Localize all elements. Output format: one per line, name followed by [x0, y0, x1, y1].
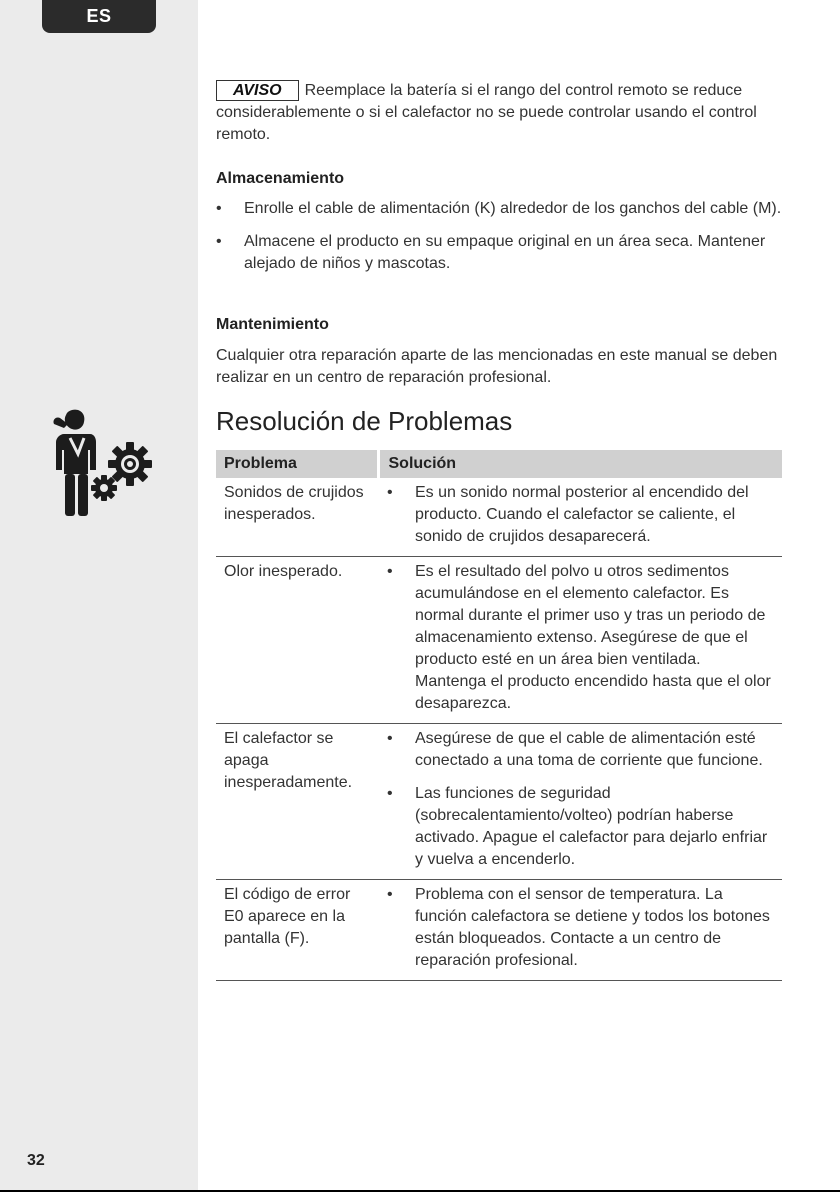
notice-text: Reemplace la batería si el rango del control remoto se reduce considerablemente o si el calefactor no se puede controlar usando el control remoto. [216, 82, 757, 143]
solution-cell [378, 724, 782, 880]
solution-cell [378, 478, 782, 557]
solution-item: • Es un sonido normal posterior al encendido del producto. Cuando el calefactor se caliente, el sonido de crujidos desaparecerá. [387, 484, 749, 545]
solution-cell [378, 880, 782, 981]
main-content [216, 80, 782, 969]
solution-cell [378, 557, 782, 724]
solution-item: • Las funciones de seguridad (sobrecalentamiento/volteo) podrían haberse activado. Apague el calefactor para dejarlo enfriar y vuelva a encenderlo. [387, 785, 768, 868]
notice-paragraph [216, 80, 782, 146]
troubleshooting-title: Resolución de Problemas [216, 406, 513, 436]
storage-item: • Almacene el producto en su empaque original en un área seca. Mantener alejado de niños y mascotas. [216, 233, 766, 272]
solution-text: Las funciones de seguridad (sobrecalentamiento/volteo) podrían haberse activado. Apague el calefactor para dejarlo enfriar y vuelva a encenderlo. [415, 785, 768, 868]
storage-item: • Enrolle el cable de alimentación (K) alrededor de los ganchos del cable (M). [216, 200, 782, 217]
storage-item-text: Enrolle el cable de alimentación (K) alrededor de los ganchos del cable (M). [244, 200, 782, 217]
storage-list [216, 198, 782, 275]
solution-text: Es el resultado del polvo u otros sedimentos acumulándose en el elemento calefactor. Es normal durante el primer uso y tras un periodo de almacenamiento extenso. Asegúrese de que el producto esté en un área bien ventilada. Mantenga el producto encendido hasta que el olor desaparezca. [415, 563, 771, 712]
solution-item: • Asegúrese de que el cable de alimentación esté conectado a una toma de corriente que funcione. [387, 730, 763, 769]
troubleshooting-table [216, 450, 782, 981]
storage-heading: Almacenamiento [216, 170, 345, 187]
column-header-problem: Problema [216, 450, 378, 478]
problem-cell: El código de error E0 aparece en la pantalla (F). [216, 880, 378, 981]
table-row [216, 724, 782, 880]
maintenance-heading: Mantenimiento [216, 316, 329, 333]
table-row [216, 880, 782, 981]
solution-item: • Es el resultado del polvo u otros sedimentos acumulándose en el elemento calefactor. Es normal durante el primer uso y tras un periodo de almacenamiento extenso. Asegúrese de que el producto esté en un área bien ventilada. Mantenga el producto encendido hasta que el olor desaparezca. [387, 563, 771, 712]
table-row [216, 557, 782, 724]
maintenance-section [216, 314, 782, 389]
table-header-row [216, 450, 782, 478]
storage-item-text: Almacene el producto en su empaque original en un área seca. Mantener alejado de niños y mascotas. [244, 233, 766, 272]
page-number: 32 [27, 1152, 45, 1169]
sidebar [0, 0, 198, 1192]
column-header-solution: Solución [378, 450, 782, 478]
solution-text: Asegúrese de que el cable de alimentación esté conectado a una toma de corriente que funcione. [415, 730, 763, 769]
language-tab: ES [42, 0, 156, 33]
table-row [216, 478, 782, 557]
notice-badge: AVISO [216, 80, 299, 101]
problem-cell: El calefactor se apaga inesperadamente. [216, 724, 378, 880]
solution-item: • Problema con el sensor de temperatura. La función calefactora se detiene y todos los botones están bloqueados. Contacte a un centro de reparación profesional. [387, 886, 770, 969]
storage-section [216, 168, 782, 275]
maintenance-text: Cualquier otra reparación aparte de las mencionadas en este manual se deben realizar en un centro de reparación profesional. [216, 347, 778, 386]
technician-gears-icon [50, 408, 154, 516]
problem-cell: Olor inesperado. [216, 557, 378, 724]
solution-text: Es un sonido normal posterior al encendido del producto. Cuando el calefactor se caliente, el sonido de crujidos desaparecerá. [415, 484, 749, 545]
problem-cell: Sonidos de crujidos inesperados. [216, 478, 378, 557]
solution-text: Problema con el sensor de temperatura. La función calefactora se detiene y todos los botones están bloqueados. Contacte a un centro de reparación profesional. [415, 886, 770, 969]
